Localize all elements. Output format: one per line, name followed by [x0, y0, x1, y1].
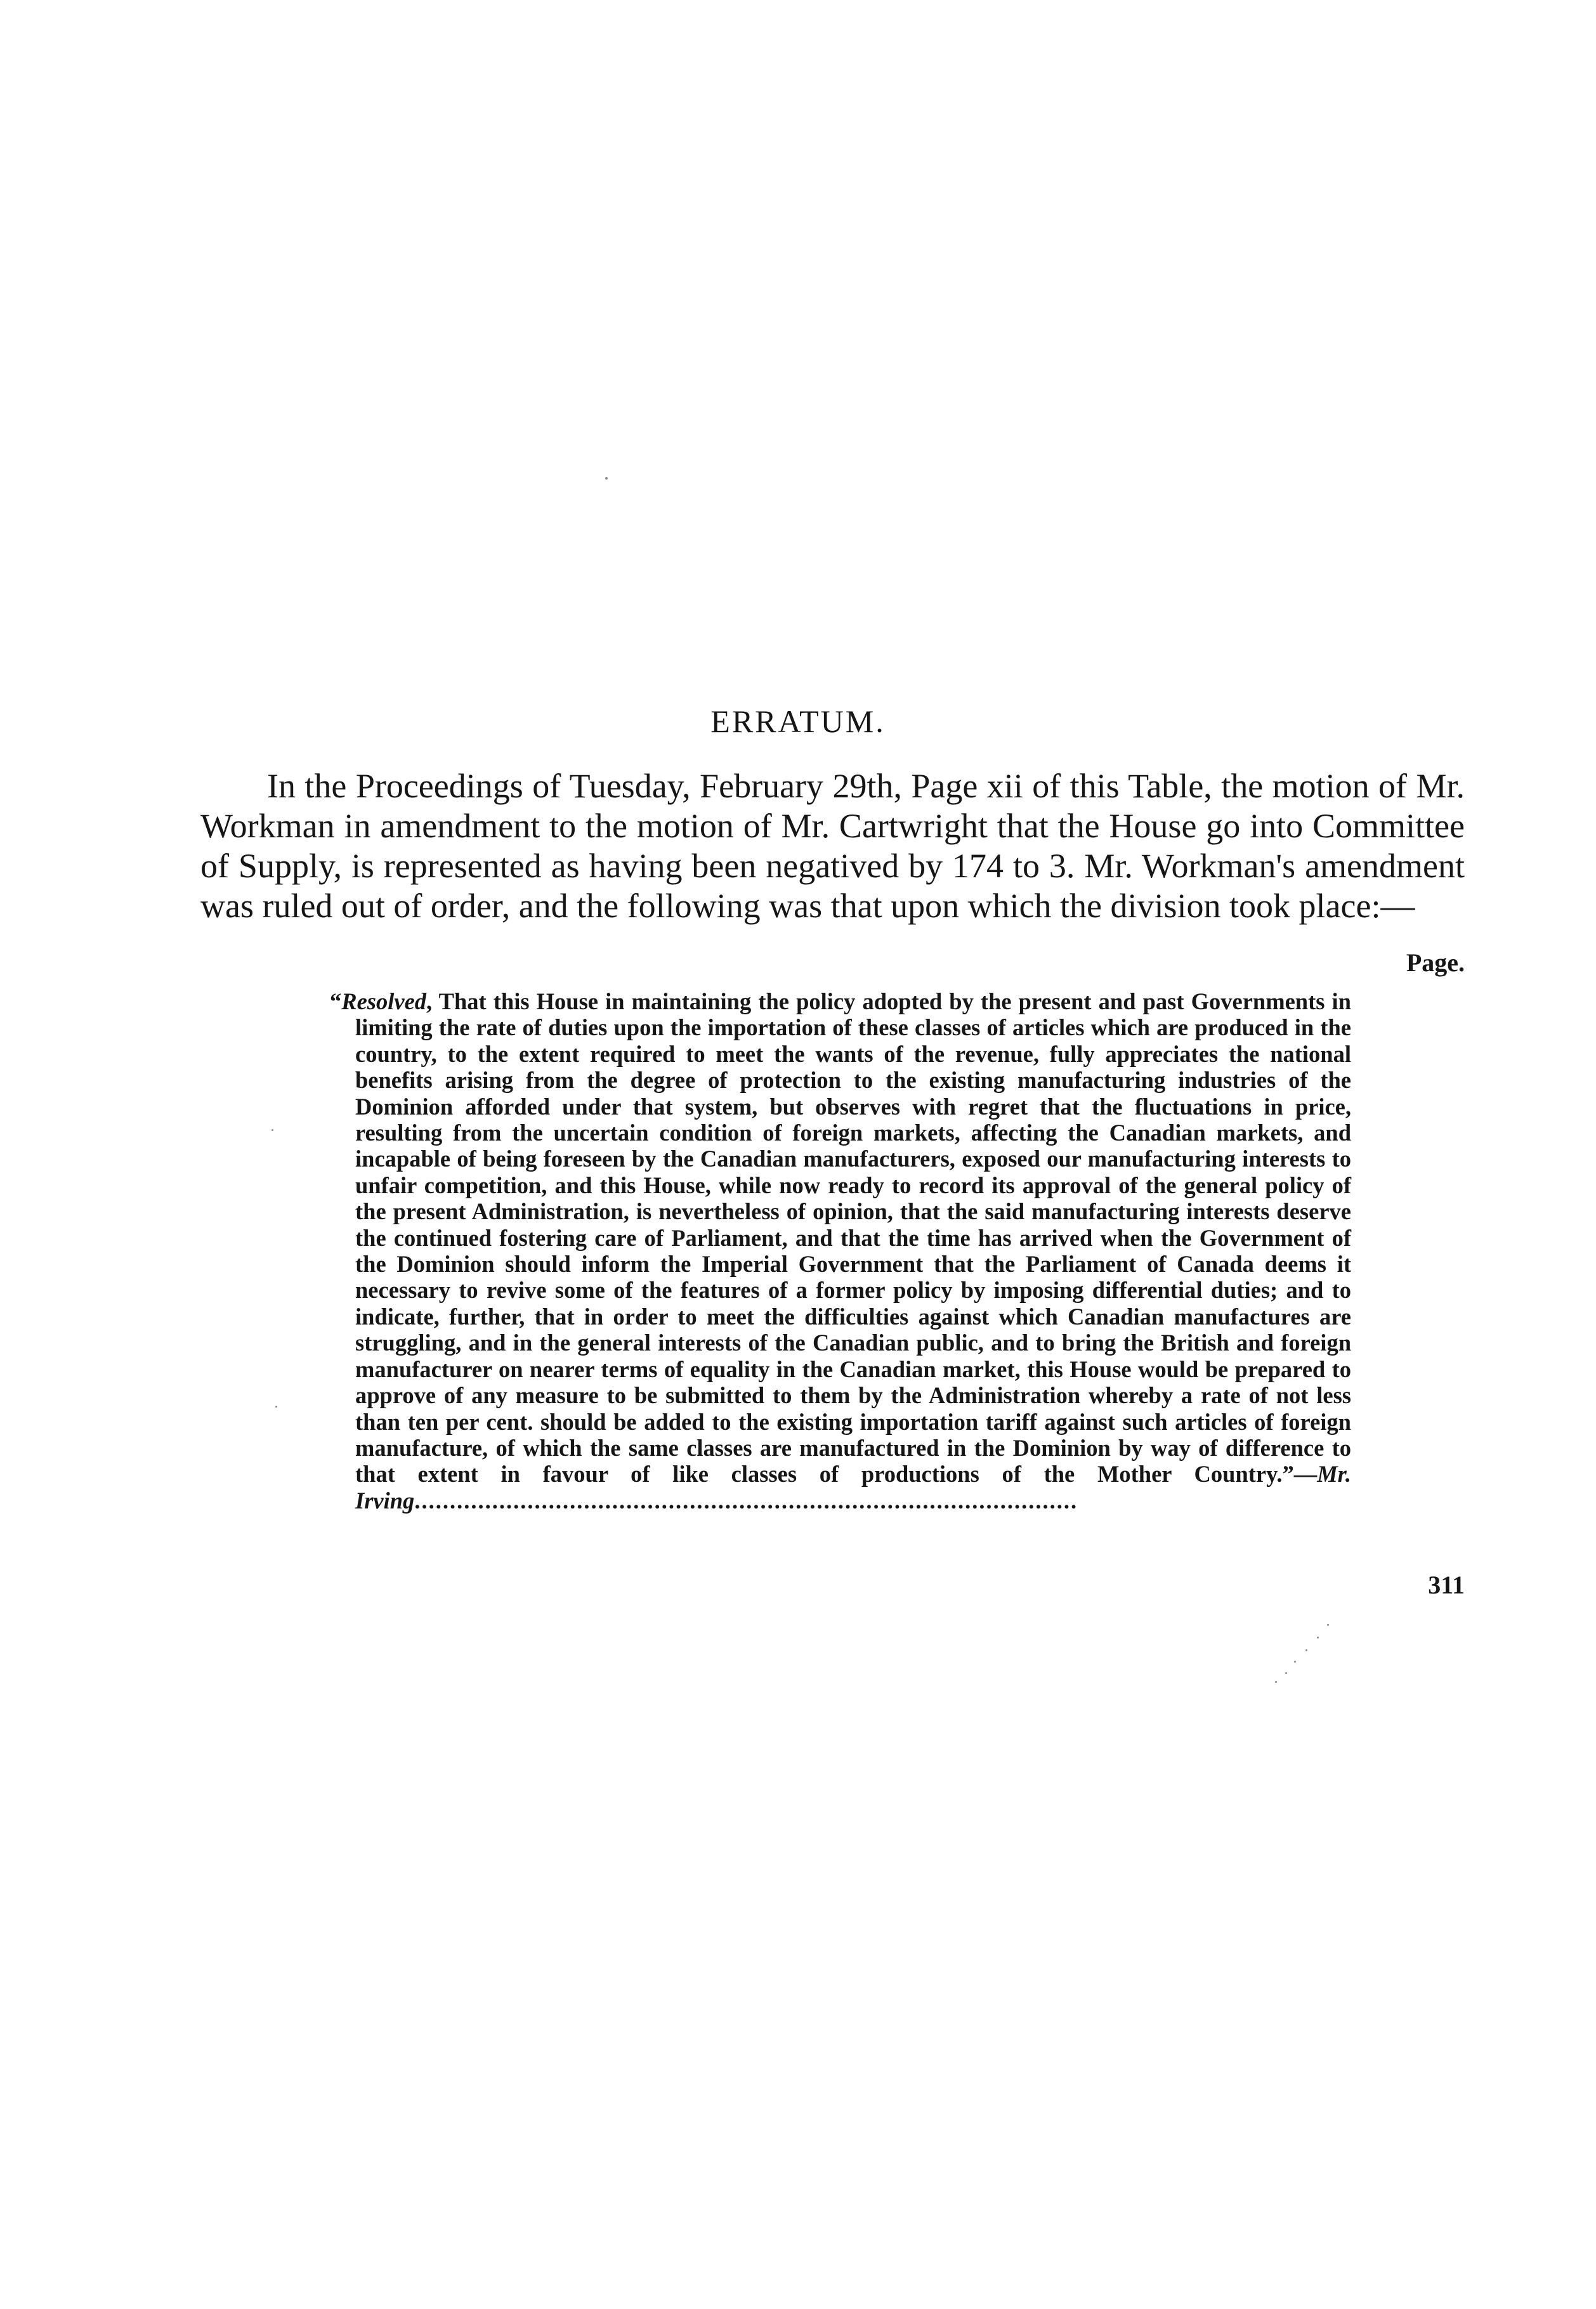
page-column-label: Page.: [1406, 948, 1465, 977]
scan-speck: [1285, 1672, 1287, 1674]
resolution-body: , That this House in maintaining the policy adopted by the present and past Governments in limiting the rate of duties upon the importation of these classes of articles which are produced in the country, to the extent required to meet the wants of the revenue, fully appreciates the national benefits arising from the degree of protection to the existing manufacturing industries of the Dominion afforded under that system, but observes with regret that the fluctuations in price, resulting from the uncertain condition of foreign markets, affecting the Canadian markets, and incapable of being foreseen by the Canadian manufacturers, exposed our manufacturing interests to unfair competition, and this House, while now ready to record its approval of the general policy of the present Administration, is nevertheless of opinion, that the said manufacturing interests deserve the continued fostering care of Parliament, and that the time has arrived when the Government of the Dominion should inform the Imperial Government that the Parliament of Canada deems it necessary to revive some of the features of a former policy by imposing differential duties; and to indicate, further, that in order to meet the difficulties against which Canadian manufactures are struggling, and in the general interests of the Canadian public, and to bring the British and foreign manufacturer on nearer terms of equality in the Canadian market, this House would be prepared to approve of any measure to be submitted to them by the Administration whereby a rate of not less than ten per cent. should be added to the existing importation tariff against such articles of foreign manufacture, of which the same classes are manufactured in the Dominion by way of difference to that extent in favour of like classes of productions of the Mother Country.”—: [355, 988, 1351, 1488]
scan-speck: [1275, 1681, 1277, 1683]
opening-quote: “: [330, 988, 342, 1014]
scan-speck: [1294, 1661, 1296, 1663]
scan-speck: [275, 1406, 277, 1408]
scan-speck: [271, 1129, 273, 1131]
scan-speck: [1327, 1624, 1329, 1626]
scan-speck: [1305, 1649, 1307, 1651]
dot-leaders: ..............................................................................................: [414, 1487, 1078, 1514]
resolution-text: [330, 988, 1351, 1514]
scan-speck: [1317, 1637, 1319, 1639]
intro-paragraph: In the Proceedings of Tuesday, February 29th, Page xii of this Table, the motion of Mr. Workman in amendment to the motion of Mr. Cartwright that the House go into Committee of Supply, is represented as having been negatived by 174 to 3. Mr. Workman's amendment was ruled out of order, and the following was that upon which the division took place:—: [200, 767, 1465, 925]
erratum-heading: ERRATUM.: [710, 703, 886, 739]
page-number: 311: [1428, 1571, 1465, 1599]
mover-name: Mr. Irving: [355, 1461, 1351, 1514]
resolved-lead-word: Resolved: [341, 988, 427, 1014]
scan-speck: [605, 477, 608, 480]
